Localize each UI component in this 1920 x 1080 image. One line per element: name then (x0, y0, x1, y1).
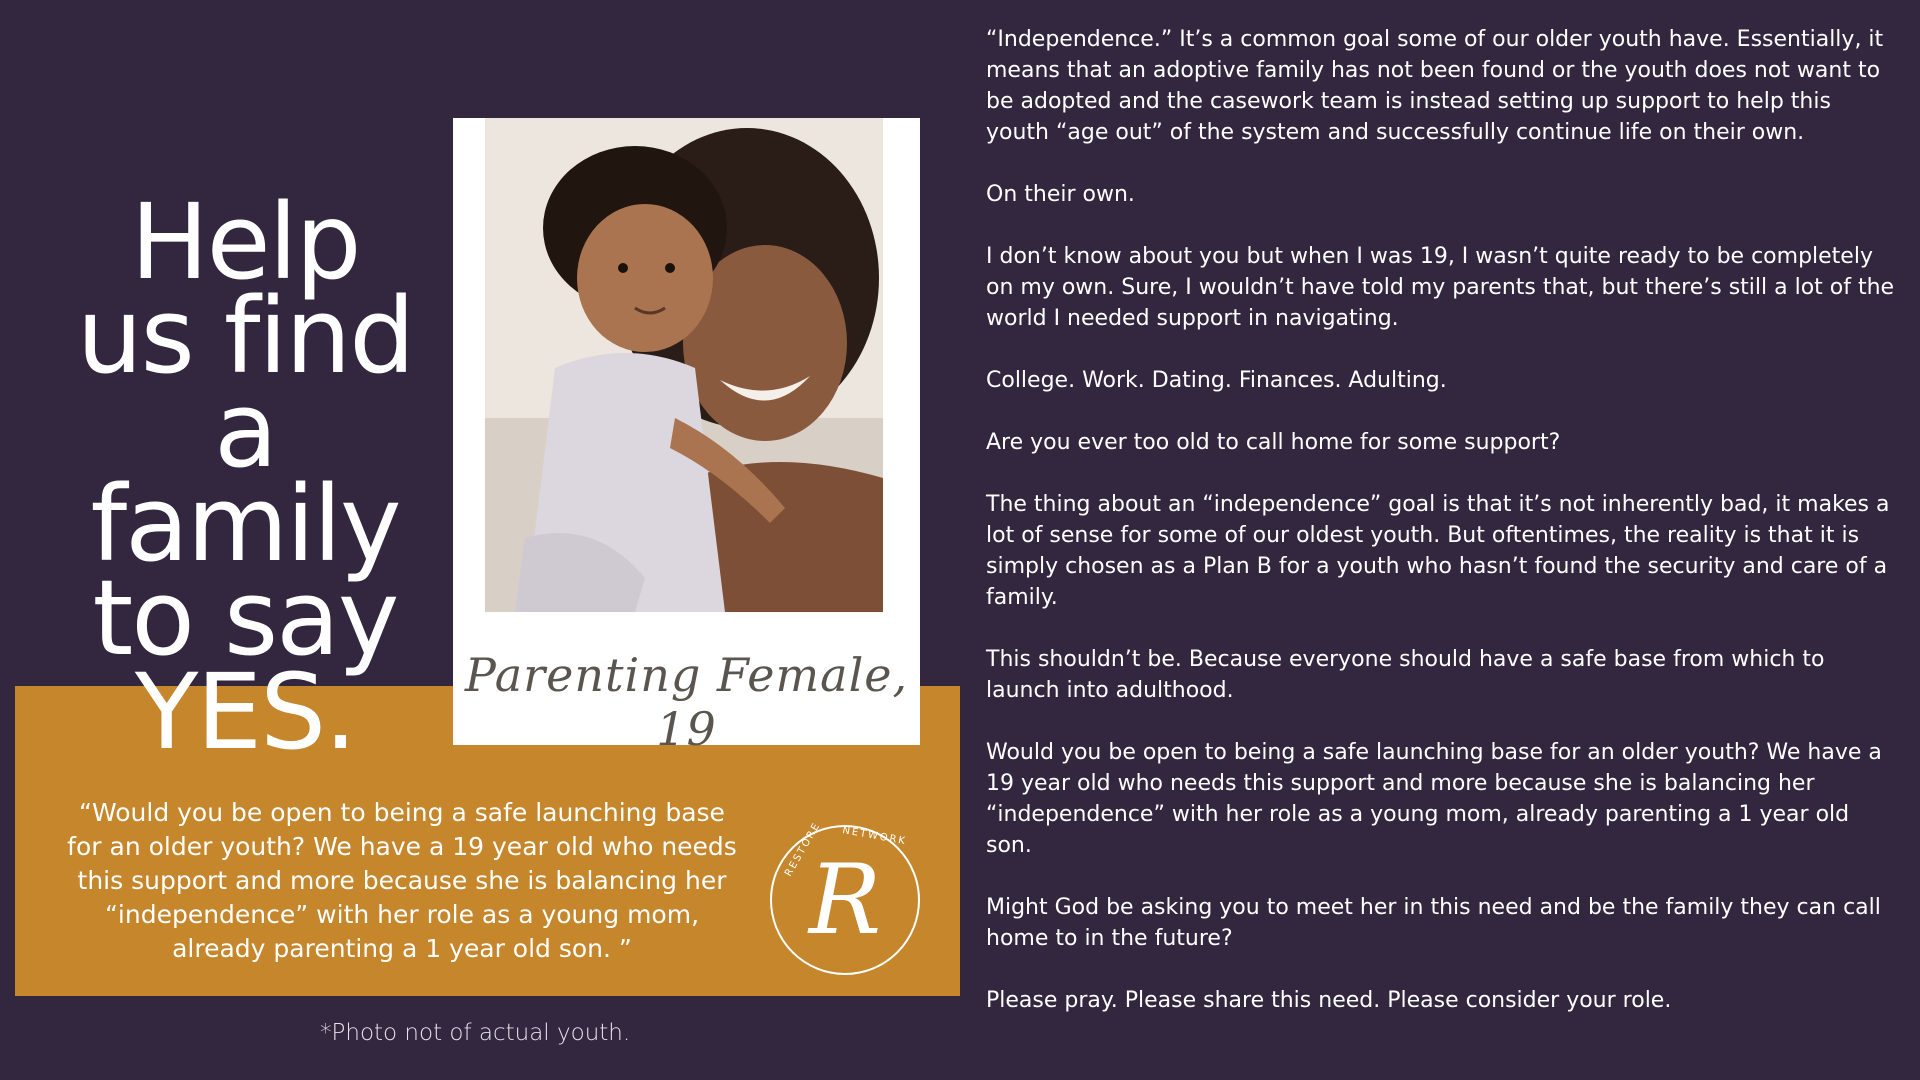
photo-disclaimer: *Photo not of actual youth. (320, 1020, 631, 1046)
svg-text:NETWORK: NETWORK (841, 825, 908, 848)
headline-line: to say (92, 557, 398, 679)
headline-line: YES. (134, 651, 356, 773)
headline-line: a (214, 369, 276, 491)
polaroid-frame (453, 118, 920, 756)
paragraph: “Independence.” It’s a common goal some of our older youth have. Essentially, it means that an adoptive family has not been found or the youth does not want to be adopted and the casework team is instead setting up support to help this youth “age out” of the system and successfully continue life on their own. (986, 27, 1884, 145)
paragraph: On their own. (986, 182, 1135, 207)
logo-mark (760, 815, 930, 985)
paragraph: Would you be open to being a safe launching base for an older youth? We have a 19 year old who needs this support and more because she is balancing her “independence” with her role as a young mom, already parenting a 1 year old son. (986, 740, 1882, 858)
headline-line: us find (76, 275, 414, 397)
headline-line: Help (130, 181, 360, 303)
story-text (986, 24, 1896, 1047)
headline-line: family (90, 463, 400, 585)
paragraph: Are you ever too old to call home for some support? (986, 430, 1561, 455)
photo-mother-and-baby (485, 118, 883, 612)
headline (30, 181, 460, 773)
paragraph: This shouldn’t be. Because everyone should have a safe base from which to launch into adulthood. (986, 647, 1825, 703)
photo-illustration (485, 118, 883, 612)
paragraph: Please pray. Please share this need. Please consider your role. (986, 988, 1672, 1013)
paragraph: The thing about an “independence” goal is that it’s not inherently bad, it makes a lot of sense for some of our oldest youth. But oftentimes, the reality is that it is simply chosen as a Plan B for a youth who hasn’t found the security and care of a family. (986, 492, 1890, 610)
paragraph: College. Work. Dating. Finances. Adulting. (986, 368, 1447, 393)
paragraph: I don’t know about you but when I was 19, I wasn’t quite ready to be completely on my own. Sure, I wouldn’t have told my parents that, but there’s still a lot of the world I needed support in navigating. (986, 244, 1895, 331)
photo-caption: Parenting Female, 19 (464, 648, 909, 756)
paragraph: Might God be asking you to meet her in this need and be the family they can call home to in the future? (986, 895, 1881, 951)
svg-text:RESTORE: RESTORE (783, 820, 824, 879)
svg-text:R: R (808, 844, 882, 956)
restore-network-logo (760, 815, 930, 985)
pull-quote: “Would you be open to being a safe launching base for an older youth? We have a 19 year old who needs this support and more because she is balancing her “independence” with her role as a young mom, already parenting a 1 year old son. ” (67, 798, 737, 963)
